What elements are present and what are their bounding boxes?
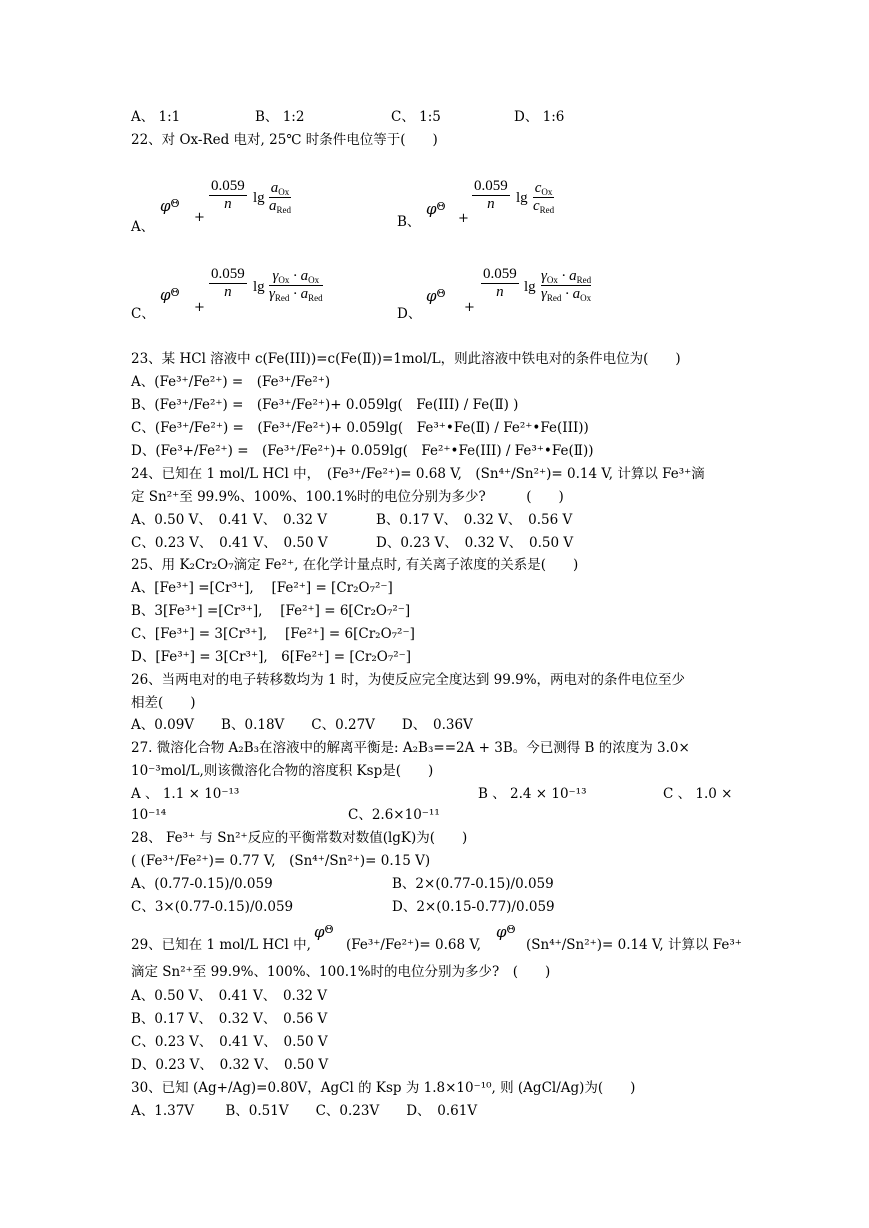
q23-option-d: D、(Fe³+/Fe²⁺) = (Fe³⁺/Fe²⁺)+ 0.059lg( Fe²⁺•Fe(III) / Fe³⁺•Fe(Ⅱ)) (131, 443, 594, 459)
lg-operator: lg (253, 190, 265, 206)
q29-option-a: A、0.50 V、 0.41 V、 0.32 V (131, 988, 328, 1004)
q23-option-b: B、(Fe³⁺/Fe²⁺) = (Fe³⁺/Fe²⁺)+ 0.059lg( Fe(III) / Fe(Ⅱ) ) (131, 397, 519, 413)
q26-stem-line2: 相差( ) (131, 695, 196, 711)
q22-label-b: B、 (397, 214, 421, 230)
q28-option-d: D、2×(0.15-0.77)/0.059 (392, 899, 555, 915)
plus-sign: + (194, 210, 205, 225)
q24-option-b: B、0.17 V、 0.32 V、 0.56 V (376, 512, 573, 528)
phi-symbol: $\varphi^\Theta$ (426, 287, 446, 305)
gamma-activity-ratio: $\gamma_{Ox} \cdot a_{Red}$ $\gamma_{Red} \cdot a_{Ox}$ (541, 268, 592, 303)
q29-stem-part1: 29、已知在 1 mol/L HCl 中, (131, 937, 311, 953)
q28-stem: 28、 Fe³⁺ 与 Sn²⁺反应的平衡常数对数值(lgK)为( ) (131, 830, 468, 846)
q21-option-d: D、 1:6 (514, 109, 565, 125)
phi-symbol: $\varphi^\Theta$ (314, 923, 334, 941)
phi-symbol: $\varphi^\Theta$ (160, 197, 180, 215)
q29-stem-part2: (Fe³⁺/Fe²⁺)= 0.68 V, (346, 937, 482, 953)
lg-operator: lg (516, 190, 528, 206)
q22-stem: 22、对 Ox-Red 电对, 25℃ 时条件电位等于( ) (131, 132, 438, 148)
q24-option-a: A、0.50 V、 0.41 V、 0.32 V (131, 512, 328, 528)
q26-stem-line1: 26、当两电对的电子转移数均为 1 时，为使反应完全度达到 99.9%，两电对的条件电位至少 (131, 672, 686, 688)
q23-option-a: A、(Fe³⁺/Fe²⁺) = (Fe³⁺/Fe²⁺) (131, 374, 331, 390)
q23-stem: 23、某 HCl 溶液中 c(Fe(III))=c(Fe(Ⅱ))=1mol/L，则此溶液中铁电对的条件电位为( ) (131, 351, 681, 367)
q21-option-a: A、 1:1 (131, 109, 181, 125)
q23-option-c: C、(Fe³⁺/Fe²⁺) = (Fe³⁺/Fe²⁺)+ 0.059lg( Fe³⁺•Fe(Ⅱ) / Fe²⁺•Fe(III)) (131, 420, 589, 436)
coefficient-fraction: 0.059 n (474, 178, 508, 212)
q30-options: A、1.37V B、0.51V C、0.23V D、 0.61V (131, 1103, 478, 1119)
coefficient-fraction: 0.059 n (483, 266, 517, 300)
q27-option-c: C 、 1.0 × (663, 786, 733, 802)
plus-sign: + (464, 300, 475, 315)
coefficient-fraction: 0.059 n (211, 266, 245, 300)
q24-option-c: C、0.23 V、 0.41 V、 0.50 V (131, 535, 328, 551)
gamma-activity-ratio: $\gamma_{Ox} \cdot a_{Ox}$ $\gamma_{Red} \cdot a_{Red}$ (269, 268, 323, 303)
q28-option-b: B、2×(0.77-0.15)/0.059 (392, 876, 554, 892)
q27-option-d: C、2.6×10⁻¹¹ (348, 807, 440, 823)
q22-label-a: A、 (131, 219, 155, 235)
phi-symbol: $\varphi^\Theta$ (426, 200, 446, 218)
q27-stem-line2: 10⁻³mol/L,则该微溶化合物的溶度积 Ksp是( ) (131, 763, 434, 779)
lg-operator: lg (524, 279, 536, 295)
q28-given: ( (Fe³⁺/Fe²⁺)= 0.77 V, (Sn⁴⁺/Sn²⁺)= 0.15 V) (131, 853, 431, 869)
concentration-ratio: $c_{Ox}$ $c_{Red}$ (533, 180, 555, 215)
q25-option-b: B、3[Fe³⁺] =[Cr³⁺], [Fe²⁺] = 6[Cr₂O₇²⁻] (131, 603, 411, 619)
q22-label-d: D、 (397, 306, 422, 322)
q29-stem-line2: 滴定 Sn²⁺至 99.9%、100%、100.1%时的电位分别为多少? ( ) (131, 964, 551, 980)
q30-stem: 30、已知 (Ag+/Ag)=0.80V，AgCl 的 Ksp 为 1.8×10⁻¹⁰, 则 (AgCl/Ag)为( ) (131, 1080, 636, 1096)
q27-option-b: B 、 2.4 × 10⁻¹³ (478, 786, 587, 802)
plus-sign: + (194, 300, 205, 315)
q25-option-c: C、[Fe³⁺] = 3[Cr³⁺], [Fe²⁺] = 6[Cr₂O₇²⁻] (131, 626, 415, 642)
q21-option-c: C、 1:5 (391, 109, 441, 125)
q24-stem-line2: 定 Sn²⁺至 99.9%、100%、100.1%时的电位分别为多少? ( ) (131, 489, 564, 505)
lg-operator: lg (253, 279, 265, 295)
plus-sign: + (458, 211, 469, 226)
q24-option-d: D、0.23 V、 0.32 V、 0.50 V (376, 535, 574, 551)
q29-option-b: B、0.17 V、 0.32 V、 0.56 V (131, 1011, 328, 1027)
q27-option-a: A 、 1.1 × 10⁻¹³ (131, 786, 240, 802)
q24-stem-line1: 24、已知在 1 mol/L HCl 中， (Fe³⁺/Fe²⁺)= 0.68 V, (Sn⁴⁺/Sn²⁺)= 0.14 V, 计算以 Fe³⁺滴 (131, 466, 705, 482)
q25-option-d: D、[Fe³⁺] = 3[Cr³⁺], 6[Fe²⁺] = [Cr₂O₇²⁻] (131, 649, 412, 665)
q29-option-c: C、0.23 V、 0.41 V、 0.50 V (131, 1034, 328, 1050)
q26-options: A、0.09V B、0.18V C、0.27V D、 0.36V (131, 717, 473, 733)
q27-option-c-continued: 10⁻¹⁴ (131, 807, 167, 823)
coefficient-fraction: 0.059 n (211, 178, 245, 212)
phi-symbol: $\varphi^\Theta$ (160, 286, 180, 304)
q22-label-c: C、 (131, 306, 155, 322)
q27-stem-line1: 27. 微溶化合物 A₂B₃在溶液中的解离平衡是: A₂B₃==2A + 3B。今已测得 B 的浓度为 3.0× (131, 740, 690, 756)
q28-option-a: A、(0.77-0.15)/0.059 (131, 876, 273, 892)
q28-option-c: C、3×(0.77-0.15)/0.059 (131, 899, 294, 915)
activity-ratio: $a_{Ox}$ $a_{Red}$ (269, 180, 291, 215)
q25-stem: 25、用 K₂Cr₂O₇滴定 Fe²⁺, 在化学计量点时, 有关离子浓度的关系是( ) (131, 557, 579, 573)
phi-symbol: $\varphi^\Theta$ (496, 923, 516, 941)
q25-option-a: A、[Fe³⁺] =[Cr³⁺], [Fe²⁺] = [Cr₂O₇²⁻] (131, 580, 393, 596)
q29-option-d: D、0.23 V、 0.32 V、 0.50 V (131, 1057, 329, 1073)
q29-stem-part3: (Sn⁴⁺/Sn²⁺)= 0.14 V, 计算以 Fe³⁺ (526, 937, 742, 953)
q21-option-b: B、 1:2 (255, 109, 305, 125)
